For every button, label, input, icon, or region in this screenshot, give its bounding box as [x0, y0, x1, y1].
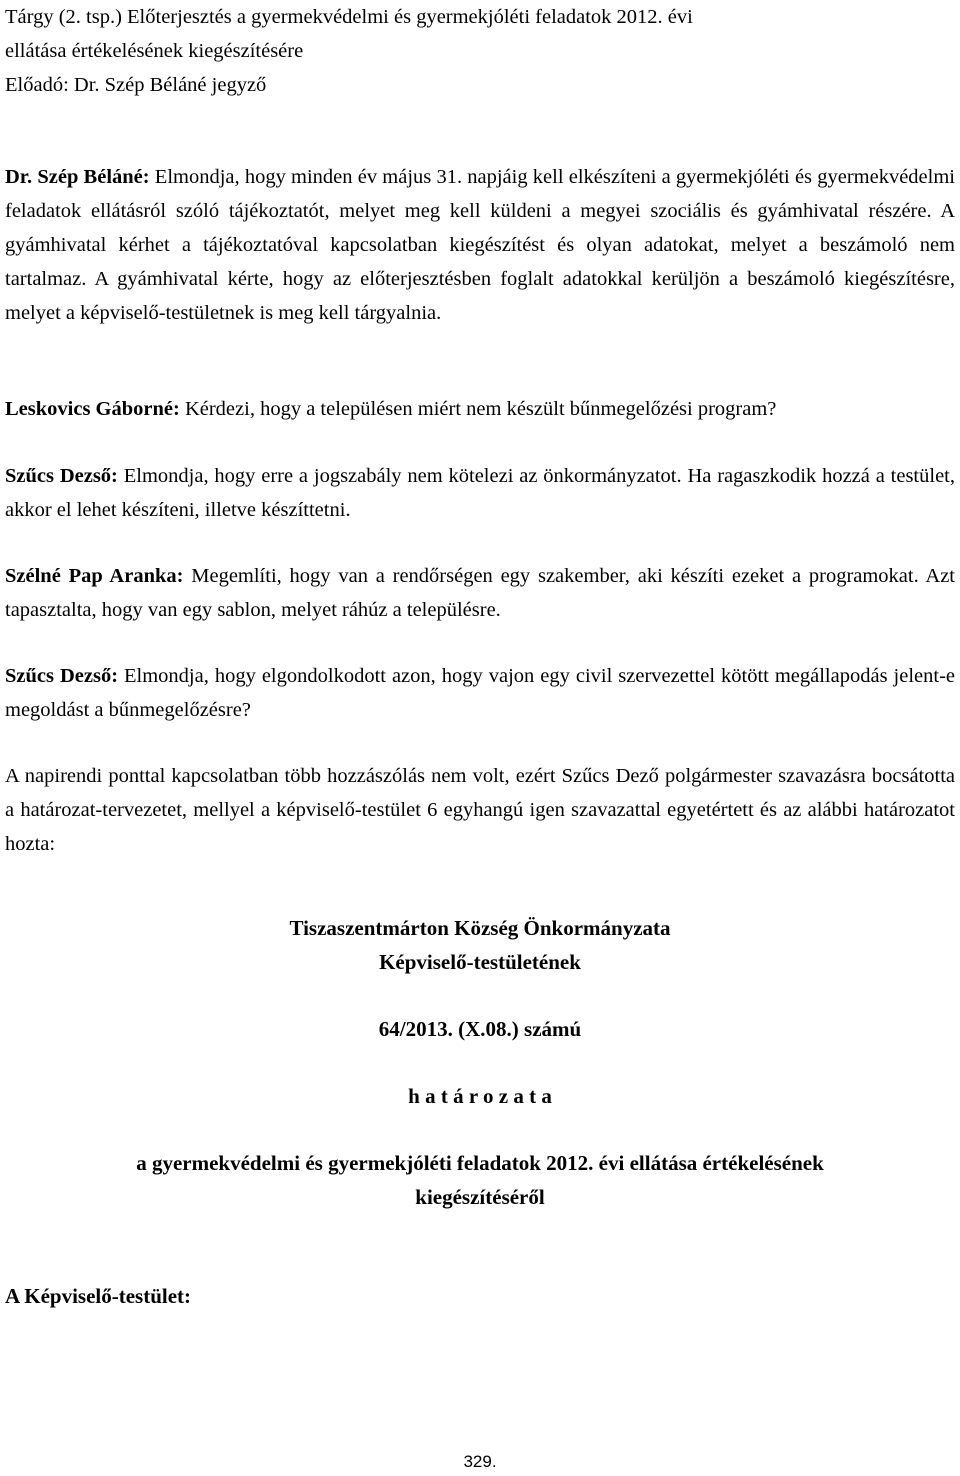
speaker-name: Szélné Pap Aranka: — [5, 565, 184, 587]
paragraph-szep-belane — [5, 160, 955, 330]
resolution-number: 64/2013. (X.08.) számú — [378, 1017, 582, 1041]
speaker-name: Leskovics Gáborné: — [5, 398, 180, 420]
paragraph-vote — [5, 759, 955, 861]
paragraph-text: Elmondja, hogy minden év május 31. napjáig kell elkészíteni a gyermekjóléti és gyermekvédelmi feladatok ellátásról szóló tájékoztatót, melyet meg kell küldeni a megyei szociális és gyámhivatal részére. A gyámhivatal kérhet a tájékoztatóval kapcsolatban kiegészítést és olyan adatokat, melyet a beszámoló nem tartalmaz. A gyámhivatal kérte, hogy az előterjesztésben foglalt adatokkal kerüljön a beszámoló kiegészítésre, melyet a képviselő-testületnek is meg kell tárgyalnia. — [5, 166, 955, 324]
speaker-name: Szűcs Dezső: — [5, 665, 119, 687]
resolution-body-label: A Képviselő-testület: — [5, 1284, 192, 1308]
resolution-subject-line-2: kiegészítéséről — [415, 1185, 545, 1209]
paragraph-text: A napirendi ponttal kapcsolatban több hozzászólás nem volt, ezért Szűcs Dező polgármester szavazásra bocsátotta a határozat-tervezetet, mellyel a képviselő-testület 6 egyhangú igen szavazattal egyetértett és az alábbi határozatot hozta: — [5, 765, 955, 855]
paragraph-szucs-2 — [5, 659, 955, 727]
resolution-org-line-1: Tiszaszentmárton Község Önkormányzata — [289, 916, 671, 940]
page-number: 329. — [463, 1452, 497, 1471]
speaker-name: Szűcs Dezső: — [5, 465, 118, 487]
header-line-3: Előadó: Dr. Szép Béláné jegyző — [5, 74, 267, 96]
document-header — [5, 0, 945, 102]
paragraph-text: Kérdezi, hogy a településen miért nem készült bűnmegelőzési program? — [179, 398, 777, 420]
paragraph-leskovics — [5, 392, 955, 426]
paragraph-text: Elmondja, hogy elgondolkodott azon, hogy vajon egy civil szervezettel kötött megállapodás jelent-e megoldást a bűnmegelőzésre? — [5, 665, 955, 721]
header-line-1: Tárgy (2. tsp.) Előterjesztés a gyermekvédelmi és gyermekjóléti feladatok 2012. évi — [5, 6, 693, 28]
resolution-org-line-2: Képviselő-testületének — [379, 950, 581, 974]
header-line-2: ellátása értékelésének kiegészítésére — [5, 40, 304, 62]
resolution-subject-line-1: a gyermekvédelmi és gyermekjóléti feladatok 2012. évi ellátása értékelésének — [136, 1151, 824, 1175]
paragraph-text: Elmondja, hogy erre a jogszabály nem kötelezi az önkormányzatot. Ha ragaszkodik hozzá a testület, akkor el lehet készíteni, illetve készíttetni. — [5, 465, 955, 521]
resolution-word: h a t á r o z a t a — [408, 1084, 552, 1108]
paragraph-text: Megemlíti, hogy van a rendőrségen egy szakember, aki készíti ezeket a programokat. Azt tapasztalta, hogy van egy sablon, melyet ráhúz a településre. — [5, 565, 955, 621]
paragraph-szucs-1 — [5, 459, 955, 527]
paragraph-szelne — [5, 559, 955, 627]
speaker-name: Dr. Szép Béláné: — [5, 166, 150, 188]
